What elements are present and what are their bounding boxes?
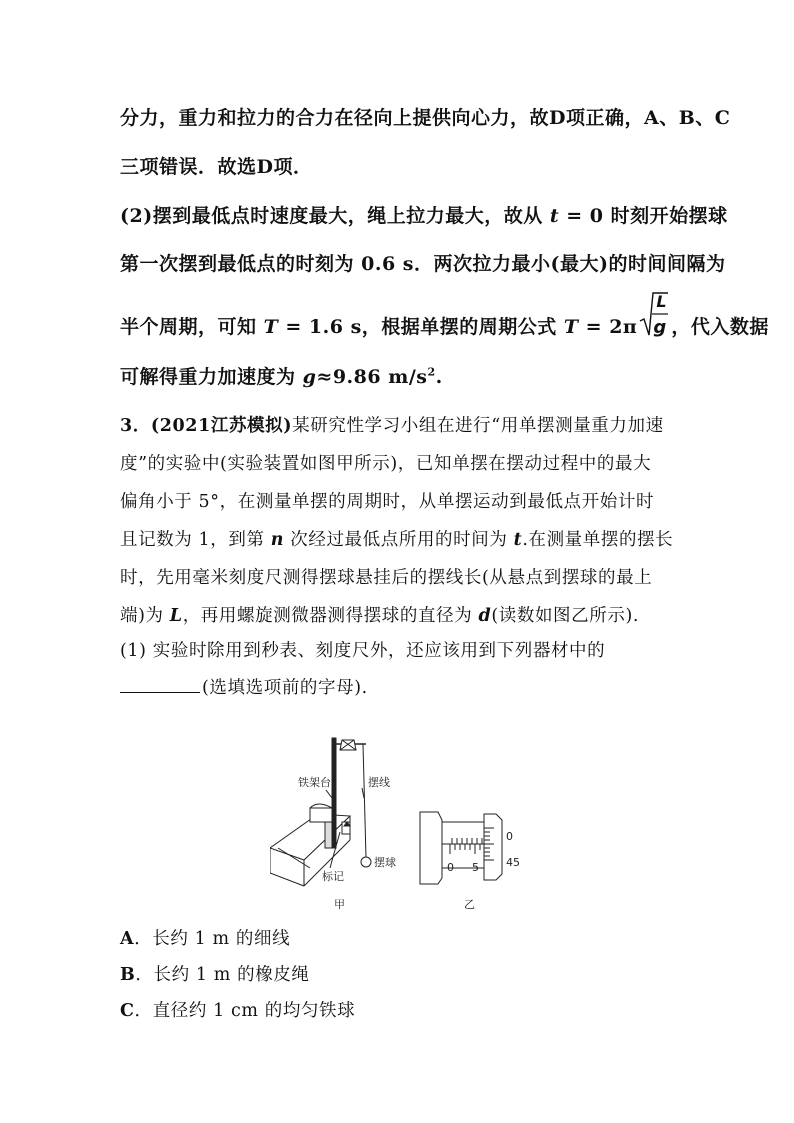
text: = 1.6 s，根据单摆的周期公式 — [278, 316, 564, 338]
text: 某研究性学习小组在进行“用单摆测量重力加速 — [292, 416, 664, 436]
option-c[interactable] — [120, 997, 355, 1022]
solution-line-6 — [120, 362, 443, 389]
experiment-figure — [270, 728, 530, 913]
solution-line-2: 三项错误．故选D项． — [120, 156, 313, 178]
label-pendulum-string: 摆线 — [368, 776, 390, 789]
text: 端)为 — [120, 606, 170, 626]
question-line-6 — [120, 602, 639, 627]
caption-yi: 乙 — [464, 898, 475, 911]
question-line-4 — [120, 526, 673, 551]
var-t: t — [549, 205, 560, 227]
formula-denominator: g — [653, 317, 667, 338]
solution-line-5 — [120, 292, 769, 351]
solution-line-3 — [120, 201, 728, 228]
var-t: t — [513, 530, 523, 550]
option-letter: C — [120, 1001, 135, 1021]
var-T: T — [563, 316, 579, 338]
pendulum-apparatus — [270, 738, 371, 886]
micrometer — [420, 812, 502, 884]
question-line-8 — [120, 674, 368, 699]
var-g: g — [302, 366, 317, 388]
caption-jia: 甲 — [334, 898, 345, 911]
var-L: L — [169, 606, 183, 626]
label-iron-stand: 铁架台 — [298, 776, 331, 789]
solution-line-4: 第一次摆到最低点的时刻为 0.6 s．两次拉力最小(最大)的时间间隔为 — [120, 253, 726, 275]
text: = 0 时刻开始摆球 — [559, 205, 728, 227]
text: .在测量单摆的摆长 — [522, 530, 674, 550]
text: 可解得重力加速度为 — [120, 366, 303, 388]
text: = 2π — [578, 316, 638, 338]
text: . — [435, 366, 443, 388]
text: (选填选项前的字母). — [202, 678, 368, 698]
question-line-1 — [120, 412, 664, 437]
text: (读数如图乙所示). — [491, 606, 640, 626]
label-mark: 标记 — [322, 870, 344, 883]
sleeve-label-0: 0 — [447, 861, 454, 874]
superscript: 2 — [427, 365, 436, 379]
var-d: d — [478, 606, 492, 626]
text: 且记数为 1，到第 — [120, 530, 271, 550]
question-source: 3．(2021江苏模拟) — [120, 416, 293, 436]
thimble-label-0: 0 — [506, 830, 513, 843]
text: ≈9.86 m/s — [316, 366, 428, 388]
option-a[interactable] — [120, 925, 290, 950]
sleeve-label-5: 5 — [472, 861, 479, 874]
option-b[interactable] — [120, 961, 310, 986]
option-text: ．长约 1 m 的细线 — [134, 929, 291, 949]
answer-blank[interactable] — [120, 676, 200, 693]
var-T: T — [263, 316, 279, 338]
question-line-5: 时，先用毫米刻度尺测得摆球悬挂后的摆线长(从悬点到摆球的最上 — [120, 568, 653, 588]
text: (2)摆到最低点时速度最大，绳上拉力最大，故从 — [120, 205, 550, 227]
option-letter: B — [120, 965, 136, 985]
solution-line-1: 分力，重力和拉力的合力在径向上提供向心力，故D项正确，A、B、C — [120, 107, 731, 129]
text: ，再用螺旋测微器测得摆球的直径为 — [182, 606, 479, 626]
option-text: ．直径约 1 cm 的均匀铁球 — [134, 1001, 356, 1021]
text: 半个周期，可知 — [120, 316, 264, 338]
formula-numerator: L — [656, 292, 668, 311]
thimble-label-45: 45 — [506, 856, 520, 869]
text: ，代入数据 — [671, 316, 769, 338]
question-line-7: (1) 实验时除用到秒表、刻度尺外，还应该用到下列器材中的 — [120, 641, 606, 661]
question-line-2: 度”的实验中(实验装置如图甲所示)，已知单摆在摆动过程中的最大 — [120, 454, 652, 474]
option-letter: A — [120, 929, 135, 949]
label-ball: 摆球 — [374, 856, 396, 869]
text: 次经过最低点所用的时间为 — [284, 530, 514, 550]
question-line-3: 偏角小于 5°，在测量单摆的周期时，从单摆运动到最低点开始计时 — [120, 492, 655, 512]
sqrt-formula — [639, 292, 669, 351]
var-n: n — [270, 530, 285, 550]
option-text: ．长约 1 m 的橡皮绳 — [135, 965, 310, 985]
